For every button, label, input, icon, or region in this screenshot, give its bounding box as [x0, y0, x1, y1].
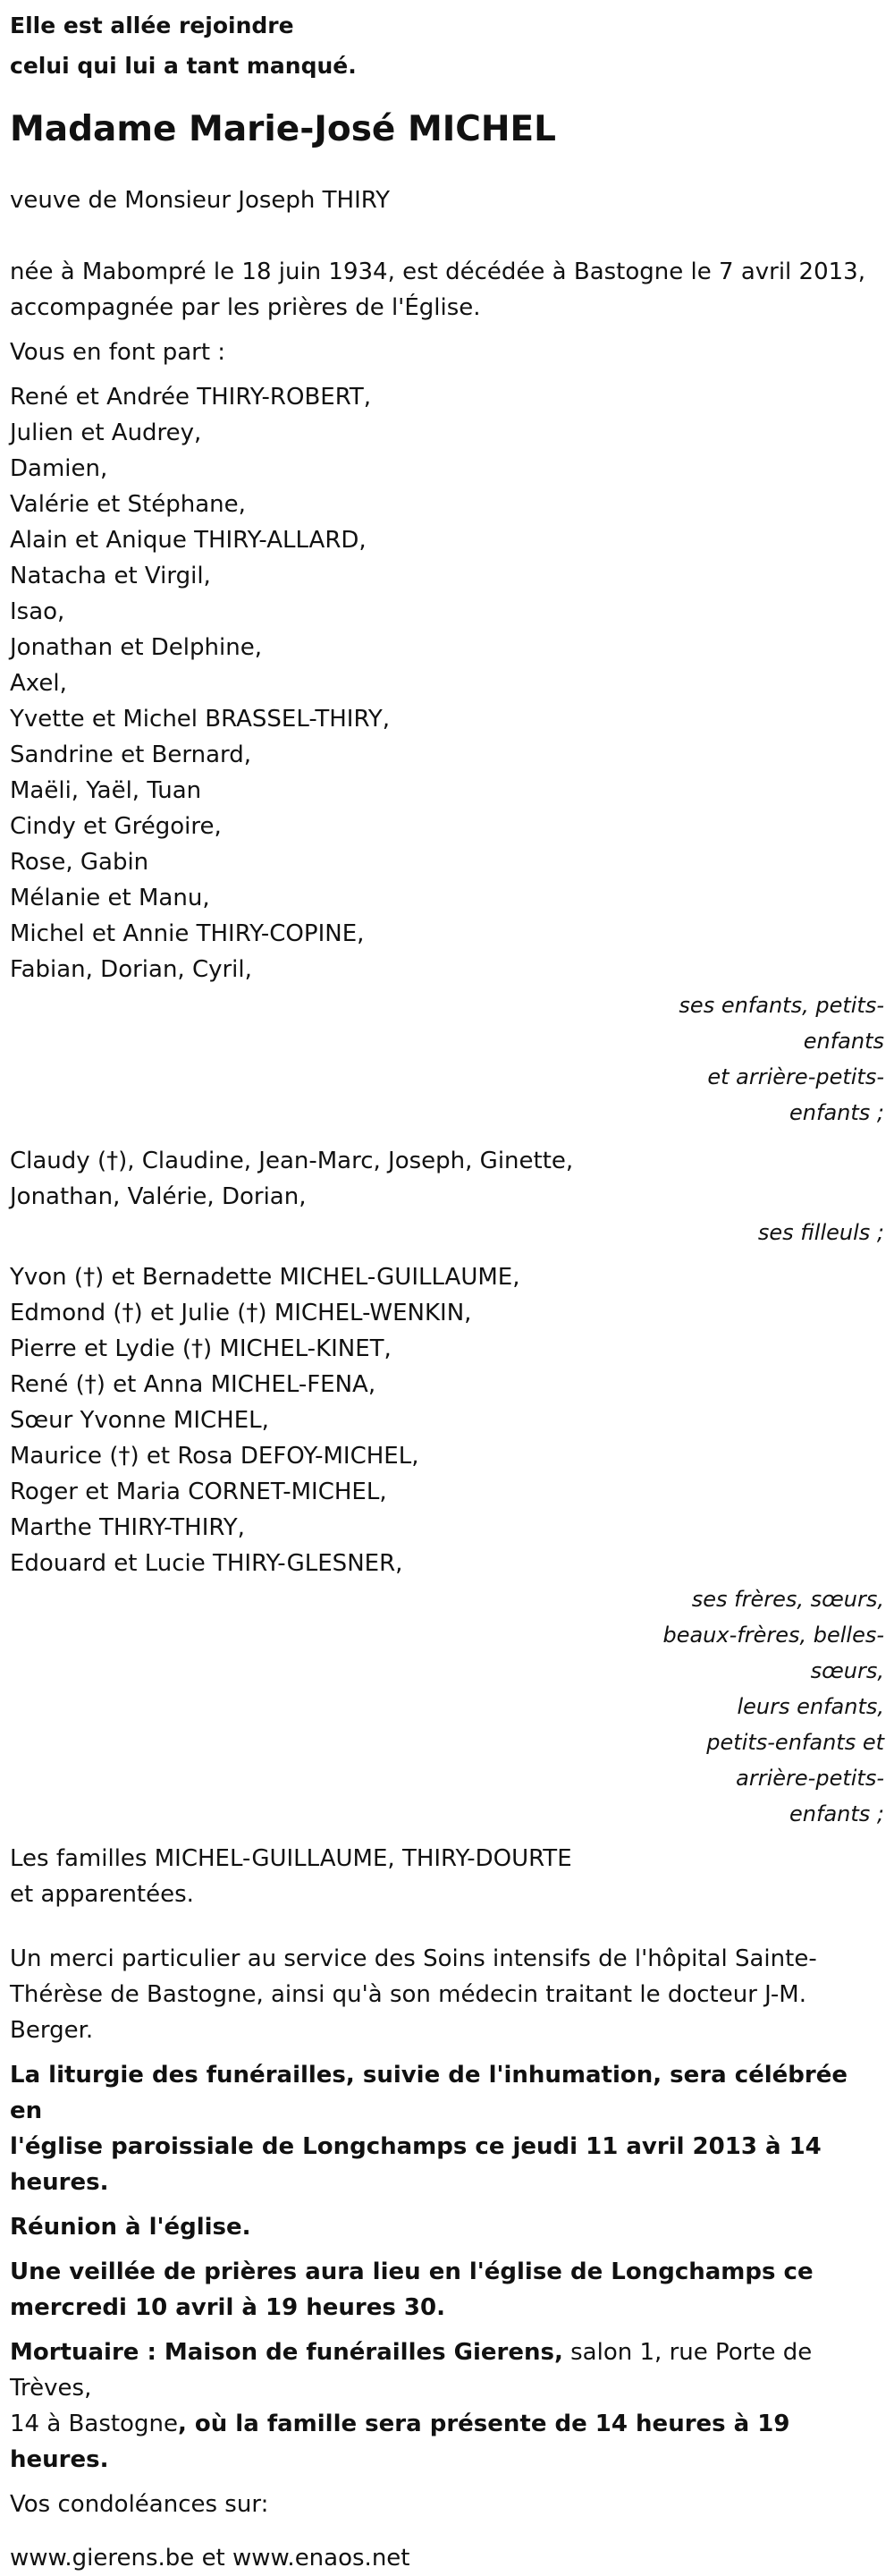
caption-line: enfants ; — [789, 1801, 884, 1826]
godchildren-list — [10, 1143, 884, 1215]
thanks-line: Thérèse de Bastogne, ainsi qu'à son médecin traitant le docteur J-M. — [10, 1981, 806, 2008]
mortuary-line — [10, 2334, 884, 2406]
family-member: Claudy (†), Claudine, Jean-Marc, Joseph, Ginette, — [10, 1148, 574, 1174]
family-member: Maurice (†) et Rosa DEFOY-MICHEL, — [10, 1443, 419, 1470]
family-member: Mélanie et Manu, — [10, 885, 210, 911]
birth-death-line: née à Mabompré le 18 juin 1934, est décédée à Bastogne le 7 avril 2013, — [10, 258, 865, 285]
family-member: Sœur Yvonne MICHEL, — [10, 1407, 269, 1434]
siblings-caption — [656, 1581, 884, 1832]
mortuary-place: Mortuaire : Maison de funérailles Gierens, — [10, 2339, 563, 2366]
family-member: Isao, — [10, 598, 65, 625]
meeting-info: Réunion à l'église. — [10, 2214, 251, 2241]
caption-line: sœurs, — [810, 1658, 884, 1683]
family-member: Yvon (†) et Bernadette MICHEL-GUILLAUME, — [10, 1264, 520, 1291]
liturgy-block — [10, 2057, 884, 2200]
mortuary-block — [10, 2334, 884, 2478]
family-member: Rose, Gabin — [10, 849, 149, 876]
family-member: Jonathan, Valérie, Dorian, — [10, 1183, 307, 1210]
liturgy-line: l'église paroissiale de Longchamps ce jeudi 11 avril 2013 à 14 heures. — [10, 2133, 830, 2196]
deceased-name: Madame Marie-José MICHEL — [10, 109, 557, 149]
thanks-block — [10, 1941, 884, 2048]
condolences-websites: www.gierens.be et www.enaos.net — [10, 2545, 410, 2572]
family-member: Julien et Audrey, — [10, 419, 202, 446]
children-caption — [656, 987, 884, 1131]
family-member: Damien, — [10, 455, 108, 482]
widow-of: veuve de Monsieur Joseph THIRY — [10, 187, 391, 214]
thanks-line: Un merci particulier au service des Soins intensifs de l'hôpital Sainte- — [10, 1945, 817, 1972]
siblings-list — [10, 1259, 884, 1581]
intro-quote — [10, 0, 884, 86]
thanks-line: Berger. — [10, 2017, 94, 2044]
family-member: Axel, — [10, 670, 67, 697]
family-member: Marthe THIRY-THIRY, — [10, 1514, 245, 1541]
families-line: Les familles MICHEL-GUILLAUME, THIRY-DOURTE — [10, 1845, 572, 1872]
caption-line: ses filleuls ; — [757, 1220, 884, 1245]
intro-line: celui qui lui a tant manqué. — [10, 53, 357, 79]
caption-line: beaux-frères, belles- — [662, 1623, 884, 1648]
families-block — [10, 1841, 884, 1912]
family-member: Valérie et Stéphane, — [10, 491, 246, 518]
family-member: Alain et Anique THIRY-ALLARD, — [10, 527, 367, 554]
caption-line: enfants — [803, 1029, 884, 1054]
mortuary-city: 14 à Bastogne — [10, 2411, 178, 2437]
family-member: René et Andrée THIRY-ROBERT, — [10, 384, 372, 411]
family-member: René (†) et Anna MICHEL-FENA, — [10, 1371, 376, 1398]
families-line: et apparentées. — [10, 1881, 194, 1908]
family-member: Roger et Maria CORNET-MICHEL, — [10, 1479, 387, 1505]
caption-line: enfants ; — [789, 1100, 884, 1125]
liturgy-line: La liturgie des funérailles, suivie de l'inhumation, sera célébrée en — [10, 2062, 856, 2124]
announcement: Vous en font part : — [10, 339, 226, 366]
family-member: Maëli, Yaël, Tuan — [10, 777, 202, 804]
family-member: Sandrine et Bernard, — [10, 741, 252, 768]
family-member: Pierre et Lydie (†) MICHEL-KINET, — [10, 1335, 392, 1362]
mortuary-line — [10, 2406, 884, 2478]
family-member: Natacha et Virgil, — [10, 563, 211, 589]
family-member: Cindy et Grégoire, — [10, 813, 222, 840]
caption-line: leurs enfants, — [737, 1694, 884, 1719]
children-list — [10, 379, 884, 987]
family-member: Edouard et Lucie THIRY-GLESNER, — [10, 1550, 403, 1577]
mortuary-hours: , où la famille sera présente de 14 heures à 19 heures. — [10, 2411, 798, 2473]
condolences-label: Vos condoléances sur: — [10, 2491, 269, 2518]
mortuary-address: salon 1, rue Porte de Trèves, — [10, 2339, 820, 2402]
godchildren-caption — [656, 1215, 884, 1250]
birth-death-info — [10, 254, 884, 326]
caption-line: et arrière-petits- — [707, 1064, 884, 1089]
vigil-line: mercredi 10 avril à 19 heures 30. — [10, 2294, 445, 2321]
vigil-line: Une veillée de prières aura lieu en l'église de Longchamps ce — [10, 2258, 814, 2285]
family-member: Michel et Annie THIRY-COPINE, — [10, 920, 365, 947]
caption-line: petits-enfants et — [706, 1730, 884, 1755]
caption-line: arrière-petits- — [736, 1766, 884, 1791]
caption-line: ses enfants, petits- — [679, 993, 884, 1018]
caption-line: ses frères, sœurs, — [691, 1587, 884, 1612]
birth-death-line: accompagnée par les prières de l'Église. — [10, 294, 481, 321]
family-member: Yvette et Michel BRASSEL-THIRY, — [10, 706, 391, 733]
family-member: Fabian, Dorian, Cyril, — [10, 956, 252, 983]
family-member: Jonathan et Delphine, — [10, 634, 262, 661]
vigil-block — [10, 2254, 884, 2326]
intro-line: Elle est allée rejoindre — [10, 13, 294, 38]
family-member: Edmond (†) et Julie (†) MICHEL-WENKIN, — [10, 1300, 472, 1326]
